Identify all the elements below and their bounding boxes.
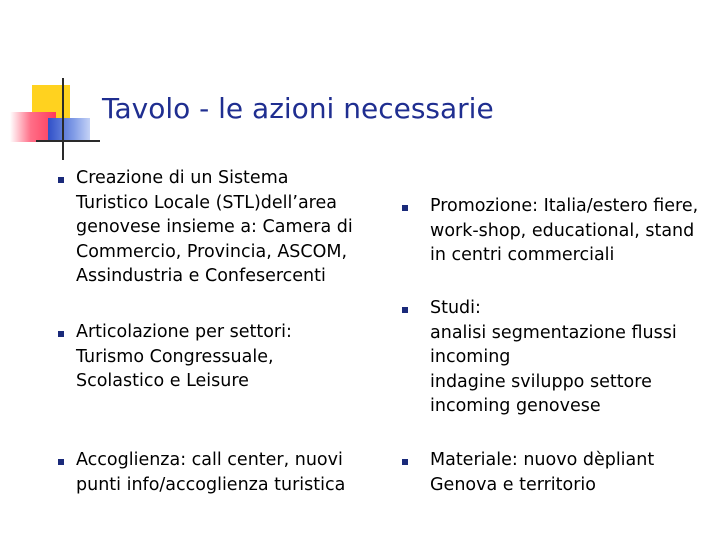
logo-vertical-line: [62, 78, 64, 160]
square-bullet-icon: [402, 459, 408, 465]
square-bullet-icon: [402, 307, 408, 313]
slide-logo: [0, 0, 110, 170]
square-bullet-icon: [58, 177, 64, 183]
blue-square: [48, 118, 90, 142]
bullet-text: Articolazione per settori: Turismo Congressuale, Scolastico e Leisure: [76, 322, 292, 391]
bullet-text: Creazione di un Sistema Turistico Locale (STL)dell’area genovese insieme a: Camera di Commercio, Provincia, ASCOM, Assindustria e Confesercenti: [76, 168, 353, 286]
logo-horizontal-line: [36, 140, 100, 142]
square-bullet-icon: [402, 205, 408, 211]
bullet-text: Materiale: nuovo dèpliant Genova e territorio: [430, 450, 655, 495]
square-bullet-icon: [58, 459, 64, 465]
bullet-text: Promozione: Italia/estero fiere, work-shop, educational, stand in centri commerciali: [430, 196, 699, 265]
bullet-text: Accoglienza: call center, nuovi punti info/accoglienza turistica: [76, 450, 346, 495]
slide-title: Tavolo - le azioni necessarie: [102, 92, 494, 125]
bullet-text: Studi: analisi segmentazione flussi incoming indagine sviluppo settore incoming genovese: [430, 298, 677, 416]
square-bullet-icon: [58, 331, 64, 337]
